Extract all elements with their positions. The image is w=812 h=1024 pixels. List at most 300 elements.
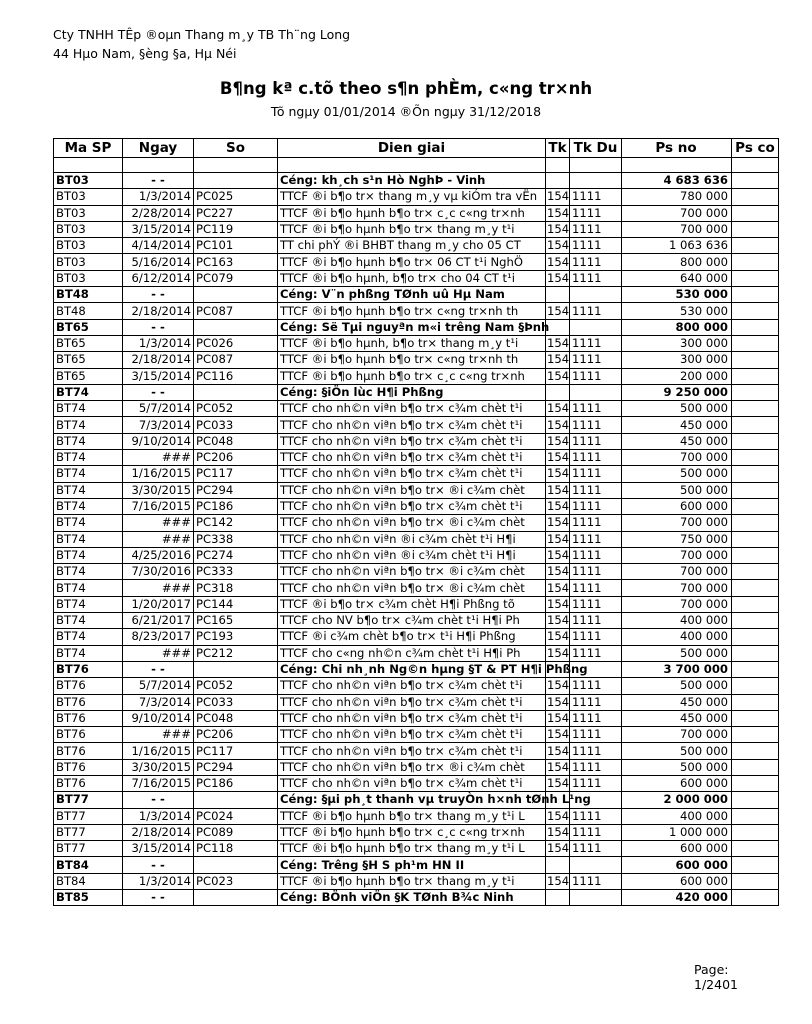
cell-so: PC163	[194, 254, 278, 270]
cell-ma-sp: BT84	[54, 873, 123, 889]
table-row	[54, 547, 779, 563]
page-number: Page: 1/2401	[694, 962, 738, 992]
cell-so: PC333	[194, 564, 278, 580]
cell-so: PC052	[194, 678, 278, 694]
cell-tk: 154	[547, 564, 570, 579]
cell-ps-no: 400 000	[622, 629, 732, 645]
cell-ps-no: 700 000	[622, 205, 732, 221]
cell-dien-giai: TTCF cho nh©n viªn b¶o tr× c¾m chèt t¹i	[278, 417, 546, 433]
ledger-table-viewport	[53, 138, 775, 916]
cell-ngay: 2/18/2014	[123, 352, 194, 368]
cell-dien-giai: Céng: Trêng §H S ph¹m HN II	[278, 857, 546, 873]
cell-ngay: 1/3/2014	[123, 873, 194, 889]
cell-ma-sp: BT74	[54, 417, 123, 433]
col-header-ma-sp: Ma SP	[54, 139, 123, 158]
table-row	[54, 450, 779, 466]
cell-ps-no: 600 000	[622, 873, 732, 889]
table-row	[54, 482, 779, 498]
col-header-dien-giai: Dien giai	[278, 139, 546, 158]
cell-ps-no: 300 000	[622, 352, 732, 368]
cell-tk: 154	[547, 238, 570, 253]
cell-tk: 154	[547, 694, 570, 709]
cell-so: PC079	[194, 270, 278, 286]
cell-ma-sp: BT03	[54, 189, 123, 205]
cell-tk-du: 1111	[570, 824, 622, 840]
cell-ps-no: 400 000	[622, 808, 732, 824]
col-header-tk: Tk	[546, 139, 570, 158]
cell-ps-co	[732, 596, 779, 612]
cell-so: PC206	[194, 727, 278, 743]
ledger-table	[53, 138, 779, 906]
table-row	[54, 743, 779, 759]
cell-ps-co	[732, 238, 779, 254]
cell-ps-no: 450 000	[622, 694, 732, 710]
cell-tk	[546, 287, 570, 303]
cell-tk: 154	[547, 873, 570, 888]
cell-ma-sp: BT65	[54, 335, 123, 351]
cell-tk-du: 1111	[570, 743, 622, 759]
cell-ma-sp: BT76	[54, 710, 123, 726]
cell-ps-co	[732, 857, 779, 873]
cell-tk	[546, 319, 570, 335]
cell-so: PC206	[194, 450, 278, 466]
cell-ma-sp: BT85	[54, 890, 123, 906]
cell-ma-sp: BT74	[54, 613, 123, 629]
group-total-row	[54, 319, 779, 335]
cell-dien-giai: TTCF ®i b¶o hµnh b¶o tr× c¸c c«ng tr×nh	[278, 205, 546, 221]
cell-ps-no: 700 000	[622, 221, 732, 237]
cell-so: PC338	[194, 531, 278, 547]
cell-ma-sp: BT03	[54, 173, 123, 189]
cell-ma-sp: BT03	[54, 221, 123, 237]
company-name: Cty TNHH TÊp ®oµn Thang m¸y TB Th¨ng Long	[53, 27, 351, 42]
cell-ps-co	[732, 564, 779, 580]
table-row	[54, 580, 779, 596]
cell-dien-giai: TTCF cho nh©n viªn b¶o tr× c¾m chèt t¹i	[278, 450, 546, 466]
group-total-row	[54, 792, 779, 808]
table-row	[54, 254, 779, 270]
cell-ma-sp: BT76	[54, 694, 123, 710]
cell-tk-du: 1111	[570, 873, 622, 889]
col-header-so: So	[194, 139, 278, 158]
cell-tk	[546, 384, 570, 400]
cell-ps-no: 700 000	[622, 564, 732, 580]
cell-tk-du: 1111	[570, 482, 622, 498]
cell-tk-du	[570, 319, 622, 335]
cell-ma-sp: BT74	[54, 384, 123, 400]
report-date-range: Tõ ngµy 01/01/2014 ®Õn ngµy 31/12/2018	[270, 104, 542, 119]
cell-ps-no: 700 000	[622, 596, 732, 612]
cell-tk-du: 1111	[570, 515, 622, 531]
cell-tk: 154	[547, 825, 570, 840]
cell-tk-du: 1111	[570, 678, 622, 694]
cell-dien-giai: TTCF cho nh©n viªn b¶o tr× c¾m chèt t¹i	[278, 401, 546, 417]
cell-ngay: 1/3/2014	[123, 335, 194, 351]
cell-ngay: 3/15/2014	[123, 841, 194, 857]
col-header-ps-co: Ps co	[732, 139, 779, 158]
table-row	[54, 841, 779, 857]
cell-tk-du: 1111	[570, 189, 622, 205]
cell-tk: 154	[547, 743, 570, 758]
cell-ps-no: 500 000	[622, 743, 732, 759]
cell-ma-sp: BT76	[54, 661, 123, 677]
cell-tk: 154	[547, 613, 570, 628]
table-row	[54, 678, 779, 694]
cell-so	[194, 857, 278, 873]
cell-so: PC116	[194, 368, 278, 384]
cell-ma-sp: BT74	[54, 645, 123, 661]
cell-ps-no: 3 700 000	[622, 661, 732, 677]
table-row	[54, 205, 779, 221]
cell-ps-no: 1 063 636	[622, 238, 732, 254]
cell-ps-co	[732, 384, 779, 400]
cell-tk: 154	[547, 547, 570, 562]
company-header	[53, 25, 350, 63]
table-row	[54, 629, 779, 645]
cell-tk-du: 1111	[570, 433, 622, 449]
cell-tk-du: 1111	[570, 221, 622, 237]
cell-ps-no: 500 000	[622, 466, 732, 482]
cell-ma-sp: BT76	[54, 775, 123, 791]
group-total-row	[54, 287, 779, 303]
cell-ps-co	[732, 303, 779, 319]
cell-dien-giai: TTCF cho nh©n viªn b¶o tr× c¾m chèt t¹i	[278, 678, 546, 694]
cell-tk: 154	[547, 580, 570, 595]
cell-so	[194, 792, 278, 808]
cell-ps-no: 500 000	[622, 678, 732, 694]
cell-tk-du: 1111	[570, 450, 622, 466]
cell-ps-co	[732, 189, 779, 205]
cell-tk-du: 1111	[570, 710, 622, 726]
cell-so: PC318	[194, 580, 278, 596]
cell-so: PC119	[194, 221, 278, 237]
cell-tk: 154	[547, 254, 570, 269]
cell-ps-co	[732, 401, 779, 417]
cell-tk	[546, 890, 570, 906]
cell-tk: 154	[547, 303, 570, 318]
cell-ma-sp: BT65	[54, 319, 123, 335]
col-header-tk-du: Tk Du	[570, 139, 622, 158]
cell-ngay: - -	[123, 287, 194, 303]
cell-ngay: 9/10/2014	[123, 433, 194, 449]
cell-dien-giai: TTCF ®i b¶o hµnh b¶o tr× c«ng tr×nh th	[278, 303, 546, 319]
cell-tk-du: 1111	[570, 629, 622, 645]
cell-tk-du: 1111	[570, 368, 622, 384]
group-total-row	[54, 890, 779, 906]
cell-tk: 154	[547, 417, 570, 432]
cell-ps-no: 400 000	[622, 613, 732, 629]
cell-tk: 154	[547, 596, 570, 611]
cell-tk: 154	[547, 499, 570, 514]
cell-tk-du: 1111	[570, 498, 622, 514]
cell-tk-du: 1111	[570, 352, 622, 368]
cell-ps-no: 420 000	[622, 890, 732, 906]
cell-ps-no: 500 000	[622, 645, 732, 661]
group-total-row	[54, 173, 779, 189]
cell-ps-co	[732, 221, 779, 237]
cell-ngay: 5/7/2014	[123, 678, 194, 694]
cell-so: PC294	[194, 759, 278, 775]
cell-ma-sp: BT74	[54, 580, 123, 596]
cell-tk: 154	[547, 352, 570, 367]
cell-ma-sp: BT48	[54, 287, 123, 303]
cell-dien-giai: TTCF cho nh©n viªn b¶o tr× c¾m chèt t¹i	[278, 775, 546, 791]
cell-tk-du: 1111	[570, 417, 622, 433]
cell-so	[194, 890, 278, 906]
cell-tk-du: 1111	[570, 238, 622, 254]
cell-ps-co	[732, 727, 779, 743]
cell-dien-giai: TTCF ®i b¶o hµnh b¶o tr× thang m¸y t¹i L	[278, 841, 546, 857]
cell-ps-no: 530 000	[622, 303, 732, 319]
cell-so: PC165	[194, 613, 278, 629]
cell-ma-sp: BT74	[54, 466, 123, 482]
cell-tk: 154	[547, 727, 570, 742]
cell-so: PC089	[194, 824, 278, 840]
cell-ps-no: 700 000	[622, 547, 732, 563]
cell-ps-co	[732, 270, 779, 286]
table-row	[54, 824, 779, 840]
table-row	[54, 727, 779, 743]
cell-dien-giai: TTCF cho nh©n viªn b¶o tr× c¾m chèt t¹i	[278, 498, 546, 514]
cell-dien-giai: TTCF cho nh©n viªn b¶o tr× ®i c¾m chèt	[278, 515, 546, 531]
cell-ma-sp: BT77	[54, 841, 123, 857]
cell-dien-giai: TTCF cho nh©n viªn b¶o tr× ®i c¾m chèt	[278, 564, 546, 580]
cell-so: PC186	[194, 775, 278, 791]
cell-ngay: 6/21/2017	[123, 613, 194, 629]
cell-dien-giai: TTCF cho NV b¶o tr× c¾m chèt t¹i H¶i Ph	[278, 613, 546, 629]
cell-so: PC087	[194, 303, 278, 319]
cell-tk-du: 1111	[570, 613, 622, 629]
cell-dien-giai: TTCF ®i b¶o hµnh b¶o tr× thang m¸y t¹i	[278, 221, 546, 237]
cell-ngay: 3/15/2014	[123, 221, 194, 237]
cell-dien-giai: TTCF ®i b¶o hµnh b¶o tr× thang m¸y t¹i L	[278, 808, 546, 824]
cell-ps-no: 200 000	[622, 368, 732, 384]
cell-ngay: 7/3/2014	[123, 417, 194, 433]
cell-ps-co	[732, 450, 779, 466]
cell-so: PC052	[194, 401, 278, 417]
cell-tk-du: 1111	[570, 564, 622, 580]
cell-tk-du: 1111	[570, 580, 622, 596]
cell-ps-co	[732, 808, 779, 824]
cell-tk-du: 1111	[570, 270, 622, 286]
cell-tk-du: 1111	[570, 254, 622, 270]
cell-tk: 154	[547, 401, 570, 416]
table-header-row	[54, 139, 779, 158]
table-row	[54, 775, 779, 791]
cell-ngay: 7/3/2014	[123, 694, 194, 710]
cell-ma-sp: BT48	[54, 303, 123, 319]
cell-dien-giai: TTCF cho nh©n viªn b¶o tr× c¾m chèt t¹i	[278, 743, 546, 759]
cell-dien-giai: Céng: Së Tµi nguyªn m«i trêng Nam §Þnh	[278, 319, 546, 335]
cell-so	[194, 173, 278, 189]
cell-so	[194, 287, 278, 303]
cell-ps-co	[732, 417, 779, 433]
cell-ps-no: 9 250 000	[622, 384, 732, 400]
cell-ps-no: 450 000	[622, 710, 732, 726]
cell-ps-no: 700 000	[622, 450, 732, 466]
cell-dien-giai: TTCF ®i b¶o hµnh b¶o tr× c¸c c«ng tr×nh	[278, 824, 546, 840]
table-row	[54, 303, 779, 319]
cell-dien-giai: TTCF ®i b¶o tr× c¾m chèt H¶i Phßng tõ	[278, 596, 546, 612]
cell-tk: 154	[547, 629, 570, 644]
col-header-ps-no: Ps no	[622, 139, 732, 158]
cell-ma-sp: BT03	[54, 254, 123, 270]
cell-tk-du	[570, 384, 622, 400]
cell-dien-giai: Céng: BÖnh viÖn §K TØnh B¾c Ninh	[278, 890, 546, 906]
table-row	[54, 352, 779, 368]
cell-ma-sp: BT65	[54, 352, 123, 368]
cell-dien-giai: TTCF cho nh©n viªn b¶o tr× c¾m chèt t¹i	[278, 710, 546, 726]
cell-ngay: 1/16/2015	[123, 743, 194, 759]
cell-ngay: 9/10/2014	[123, 710, 194, 726]
table-body	[54, 158, 779, 906]
cell-ps-no: 4 683 636	[622, 173, 732, 189]
cell-dien-giai: TTCF ®i c¾m chèt b¶o tr× t¹i H¶i Phßng	[278, 629, 546, 645]
cell-ngay: - -	[123, 661, 194, 677]
table-row	[54, 189, 779, 205]
cell-so: PC294	[194, 482, 278, 498]
cell-ps-co	[732, 661, 779, 677]
cell-ps-no: 450 000	[622, 417, 732, 433]
cell-ps-co	[732, 759, 779, 775]
cell-tk: 154	[547, 466, 570, 481]
cell-tk: 154	[547, 368, 570, 383]
cell-tk: 154	[547, 645, 570, 660]
cell-ngay: 3/30/2015	[123, 482, 194, 498]
cell-tk-du: 1111	[570, 775, 622, 791]
cell-ma-sp: BT76	[54, 727, 123, 743]
cell-dien-giai: TTCF cho nh©n viªn b¶o tr× ®i c¾m chèt	[278, 759, 546, 775]
cell-so: PC048	[194, 710, 278, 726]
cell-tk: 154	[547, 531, 570, 546]
cell-tk-du: 1111	[570, 401, 622, 417]
cell-so: PC186	[194, 498, 278, 514]
cell-tk: 154	[547, 450, 570, 465]
cell-ngay: 7/30/2016	[123, 564, 194, 580]
cell-dien-giai: TTCF cho c«ng nh©n c¾m chèt t¹i H¶i Ph	[278, 645, 546, 661]
cell-ps-no: 500 000	[622, 759, 732, 775]
cell-so: PC048	[194, 433, 278, 449]
cell-dien-giai: TTCF cho nh©n viªn b¶o tr× c¾m chèt t¹i	[278, 727, 546, 743]
cell-tk-du: 1111	[570, 303, 622, 319]
cell-ps-co	[732, 824, 779, 840]
cell-ngay: 1/3/2014	[123, 189, 194, 205]
table-row	[54, 694, 779, 710]
cell-ps-co	[732, 531, 779, 547]
cell-ngay: 2/18/2014	[123, 824, 194, 840]
cell-ngay: - -	[123, 319, 194, 335]
cell-ps-co	[732, 694, 779, 710]
cell-dien-giai: TTCF cho nh©n viªn b¶o tr× c¾m chèt t¹i	[278, 694, 546, 710]
cell-so: PC026	[194, 335, 278, 351]
cell-tk: 154	[547, 759, 570, 774]
cell-tk-du: 1111	[570, 694, 622, 710]
cell-ps-no: 600 000	[622, 857, 732, 873]
cell-ngay: ###	[123, 450, 194, 466]
cell-dien-giai: TTCF ®i b¶o hµnh, b¶o tr× thang m¸y t¹i	[278, 335, 546, 351]
col-header-ngay: Ngay	[123, 139, 194, 158]
cell-ngay: ###	[123, 580, 194, 596]
cell-ngay: - -	[123, 173, 194, 189]
table-row	[54, 238, 779, 254]
cell-dien-giai: TTCF cho nh©n viªn b¶o tr× ®i c¾m chèt	[278, 580, 546, 596]
cell-tk-du: 1111	[570, 808, 622, 824]
cell-tk-du: 1111	[570, 759, 622, 775]
cell-ps-no: 700 000	[622, 515, 732, 531]
cell-ma-sp: BT76	[54, 759, 123, 775]
cell-ps-co	[732, 775, 779, 791]
cell-so: PC274	[194, 547, 278, 563]
cell-ps-no: 800 000	[622, 319, 732, 335]
cell-tk-du	[570, 857, 622, 873]
cell-so: PC227	[194, 205, 278, 221]
cell-so	[194, 384, 278, 400]
cell-ps-co	[732, 352, 779, 368]
cell-ps-no: 1 000 000	[622, 824, 732, 840]
cell-ma-sp: BT74	[54, 433, 123, 449]
cell-tk-du: 1111	[570, 645, 622, 661]
cell-ps-no: 500 000	[622, 401, 732, 417]
cell-dien-giai: TTCF ®i b¶o hµnh b¶o tr× thang m¸y t¹i	[278, 873, 546, 889]
cell-so: PC023	[194, 873, 278, 889]
cell-ma-sp: BT74	[54, 401, 123, 417]
cell-dien-giai: TTCF ®i b¶o hµnh b¶o tr× c«ng tr×nh th	[278, 352, 546, 368]
cell-ps-no: 600 000	[622, 841, 732, 857]
cell-so: PC087	[194, 352, 278, 368]
cell-tk: 154	[547, 808, 570, 823]
cell-ngay: 1/20/2017	[123, 596, 194, 612]
cell-so: PC118	[194, 841, 278, 857]
cell-ma-sp: BT03	[54, 205, 123, 221]
cell-so: PC025	[194, 189, 278, 205]
company-address: 44 Hµo Nam, §èng §a, Hµ Néi	[53, 46, 237, 61]
cell-ngay: - -	[123, 857, 194, 873]
cell-ma-sp: BT03	[54, 238, 123, 254]
cell-ngay: 1/3/2014	[123, 808, 194, 824]
blank-row	[54, 158, 779, 173]
cell-tk: 154	[547, 776, 570, 791]
cell-tk-du: 1111	[570, 335, 622, 351]
table-row	[54, 710, 779, 726]
cell-so: PC117	[194, 743, 278, 759]
table-row	[54, 466, 779, 482]
cell-tk: 154	[547, 189, 570, 204]
cell-ma-sp: BT84	[54, 857, 123, 873]
table-row	[54, 515, 779, 531]
cell-ps-co	[732, 873, 779, 889]
cell-so	[194, 661, 278, 677]
cell-ma-sp: BT65	[54, 368, 123, 384]
cell-dien-giai: Céng: Chi nh¸nh Ng©n hµng §T & PT H¶i Phßng	[278, 661, 546, 677]
cell-ngay: 7/16/2015	[123, 775, 194, 791]
cell-dien-giai: TTCF ®i b¶o hµnh, b¶o tr× cho 04 CT t¹i	[278, 270, 546, 286]
cell-dien-giai: Céng: V¨n phßng TØnh uû Hµ Nam	[278, 287, 546, 303]
cell-ps-no: 800 000	[622, 254, 732, 270]
cell-ngay: 8/23/2017	[123, 629, 194, 645]
cell-ps-co	[732, 841, 779, 857]
cell-ngay: ###	[123, 531, 194, 547]
cell-ps-co	[732, 678, 779, 694]
cell-ma-sp: BT77	[54, 792, 123, 808]
cell-ps-no: 450 000	[622, 433, 732, 449]
cell-ngay: ###	[123, 727, 194, 743]
cell-dien-giai: TTCF cho nh©n viªn b¶o tr× ®i c¾m chèt	[278, 482, 546, 498]
cell-ma-sp: BT76	[54, 678, 123, 694]
cell-tk-du: 1111	[570, 596, 622, 612]
cell-ngay: 5/7/2014	[123, 401, 194, 417]
table-row	[54, 498, 779, 514]
cell-so: PC101	[194, 238, 278, 254]
